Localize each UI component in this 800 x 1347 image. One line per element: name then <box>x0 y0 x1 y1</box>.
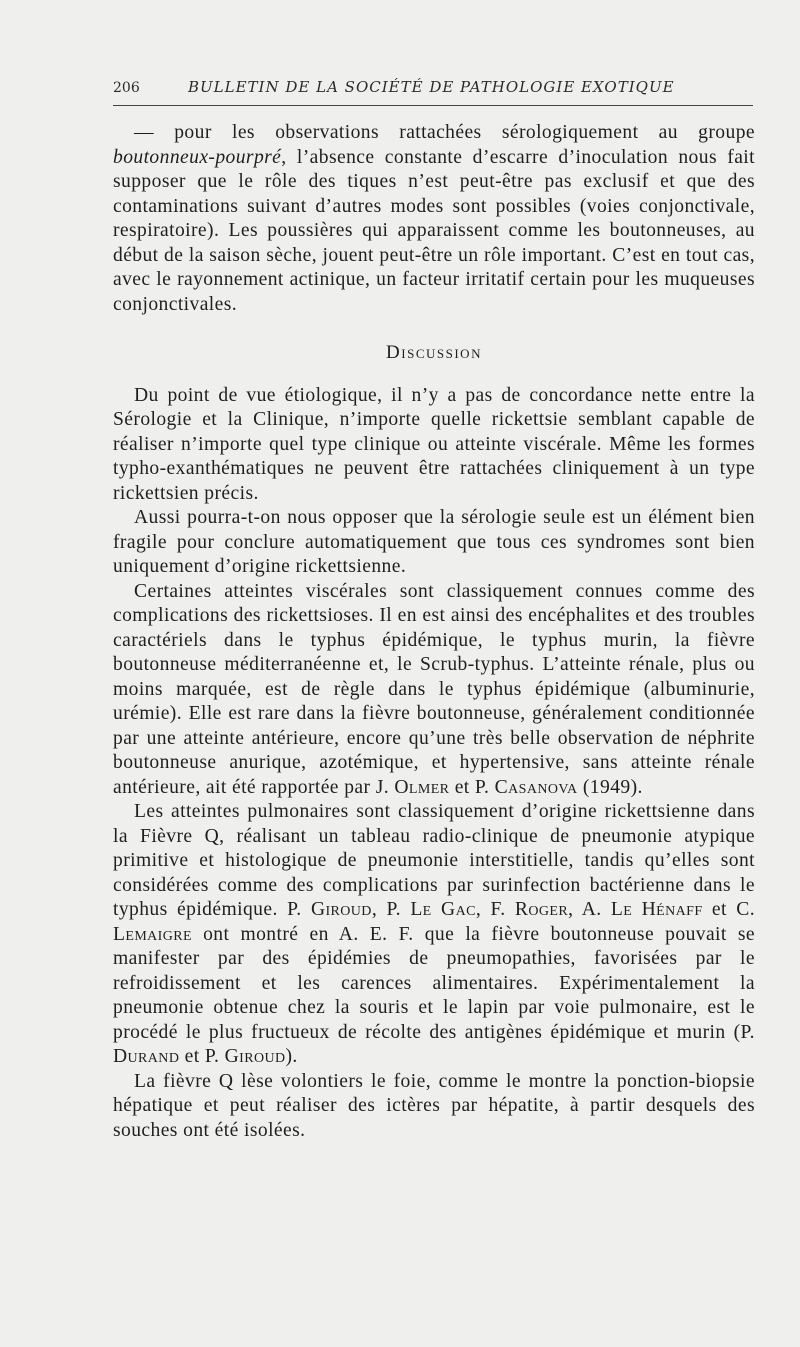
italic-term: boutonneux-pourpré <box>113 146 282 168</box>
header-rule <box>113 105 753 106</box>
author-name: Roger <box>514 899 569 920</box>
paragraph-pulmonary: Les atteintes pulmonaires sont classiquement d’origine rickettsienne dans la Fièvre Q, réalisant un tableau radio-clinique de pneumonie atypique primitive et histologique de pneumonie interstitielle, tandis qu’elles sont considérées comme des complications par surinfection bactérienne dans le typhus épidémique. P. Giroud, P. Le Gac, F. Roger, A. Le Hénaff et C. Lemaigre ont montré en A. E. F. que la fièvre boutonneuse pouvait se manifester par des épidémies de pneumopathies, favorisées par le refroidissement et les carences alimentaires. Expérimentalement la pneumonie obtenue chez la souris et le lapin par voie pulmonaire, est le procédé le plus fructueux de récolte des antigènes épidémique et murin (P. Durand et P. Giroud). <box>113 801 755 1067</box>
running-header <box>113 78 753 96</box>
author-name: Giroud <box>224 1046 286 1067</box>
author-name: Lemaigre <box>113 923 192 945</box>
paragraph-visceral: Certaines atteintes viscérales sont classiquement connues comme des complications des rickettsioses. Il en est ainsi des encéphalites et des troubles caractériels dans le typhus épidémique, le typhus murin, la fièvre boutonneuse méditerranéenne et, le Scrub-typhus. L’atteinte rénale, plus ou moins marquée, est de règle dans le typhus épidémique (albuminurie, urémie). Elle est rare dans la fièvre boutonneuse, généralement conditionnée par une atteinte antérieure, encore qu’une très belle observation de néphrite boutonneuse anurique, azotémique, et hypertensive, sans atteinte rénale antérieure, ait été rapportée par J. Olmer et P. Casanova (1949). <box>113 580 755 798</box>
section-heading: Discussion <box>386 342 482 363</box>
paragraph-etiology: Du point de vue étiologique, il n’y a pas de concordance nette entre la Sérologie et la Clinique, n’importe quelle rickettsie semblant capable de réaliser n’importe quel type clinique ou atteinte viscérale. Même les formes typho-exanthématiques ne peuvent être rattachées cliniquement à un type rickettsien précis. <box>113 384 755 504</box>
body-text <box>113 121 755 1143</box>
page-number: 206 <box>113 80 140 96</box>
author-name: Le Gac <box>410 899 476 920</box>
author-name: Le Hénaff <box>610 899 703 920</box>
author-name: Giroud <box>310 899 372 920</box>
author-name: Durand <box>113 1046 180 1067</box>
paragraph-serology: Aussi pourra-t-on nous opposer que la sérologie seule est un élément bien fragile pour conclure automatiquement que tous ces syndromes sont bien uniquement d’origine rickettsienne. <box>113 507 755 577</box>
author-name: Olmer <box>394 776 450 798</box>
paragraph-q-fever: La fièvre Q lèse volontiers le foie, comme le montre la ponction-biopsie hépatique et peut réaliser des ictères par hépatite, à partir desquels des souches ont été isolées. <box>113 1070 755 1141</box>
paragraph-observations: — pour les observations rattachées sérologiquement au groupe boutonneux-pourpré, l’absence constante d’escarre d’inoculation nous fait supposer que le rôle des tiques n’est peut-être pas exclusif et que des contaminations suivant d’autres modes sont possibles (voies conjonctivale, respiratoire). Les poussières qui apparaissent comme les boutonneuses, au début de la saison sèche, jouent peut-être un rôle important. C’est en tout cas, avec le rayonnement actinique, un facteur irritatif certain pour les muqueuses conjonctivales. <box>113 122 755 315</box>
running-title: BULLETIN DE LA SOCIÉTÉ DE PATHOLOGIE EXOTIQUE <box>188 78 675 96</box>
author-name: Casanova <box>494 776 578 798</box>
